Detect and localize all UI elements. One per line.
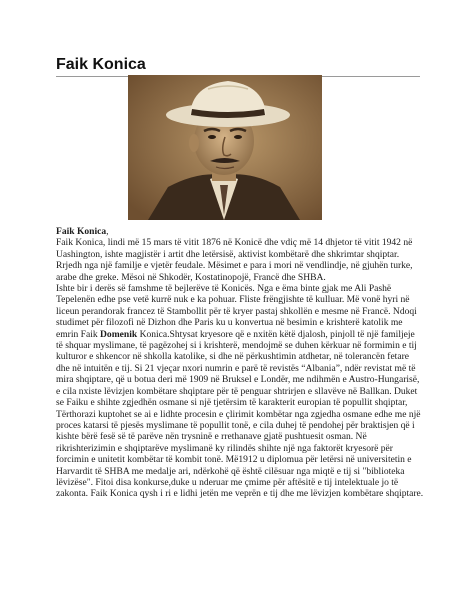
portrait-photo [128,75,322,220]
name-heading-bold: Faik Konica [56,226,107,237]
bold-name: Domenik [100,328,138,340]
page-title: Faik Konica [56,56,146,73]
paragraph-main-cont: Konica.Shtysat kryesore që e nxitën këtë djalosh, pinjoll të një familjeje të shquar myslimane, të pagëzohej si i krishterë, mendojmë se duhen kërkuar në formimin e tij kulturor e shkencor në shkolla katolike, si dhe në përkushtimin atdhetar, në tolerancën fetare dhe në intuitën e tij. Si 21 vjeçar nxori numrin e parë të revistës “Albania”, ndër revistat më të mira shqiptare, që u botua deri më 1909 në Bruksel e Londër, me ndihmën e Austro-Hungarisë, e cila nxiste lëvizjen kombëtare shqiptare për të penguar shtrirjen e sllavëve në Ballkan. Duket se Faiku e shihte zgjedhën osmane si një tjetërsim të karakterit europian të popullit shqiptar, Tërthorazi kuptohet se ai e lidhte procesin e çlirimit kombëtar nga zgjedha osmane edhe me një proces katarsi të pjesës myslimane të popullit tonë, e cila duhej të pendohej për braktisjen që i kishte bërë fesë së të parëve nën trysninë e rrethanave gjatë pushtuesit osman. Në rikrishterizimin e shqiptarëve myslimanë ky rilindës shihte një nga faktorët kryesorë për forcimin e unitetit kombëtar të kombit tonë. Më1912 u diplomua për letërsi në universitetin e Harvardit të SHBA me medalje ari, ndërkohë që është cilësuar nga miqtë e tij si "biblioteka lëvizëse". Fitoi disa konkurse,duke u nderuar me çmime për aftësitë e tij intelektuale jo të zakonta. Faik Konica qysh i ri e lidhi jetën me veprën e tij dhe me lëvizjen kombëtare shqiptare. [56,328,424,500]
name-heading [56,226,424,237]
paragraph-main [56,283,424,500]
paragraph-main-start: Ishte bir i derës së famshme të bejlerëve të Konicës. Nga e ëma binte gjak me Ali Pashë Tepelenën edhe pse vetë kurrë nuk e ka pohuar. Fliste frëngjishte të kulluar. Më vonë hyri në liceun perandorak francez të Stambollit për të kryer pastaj shkollën e mesme në Francë. Ndoqi studimet për filozofi në Dizhon dhe Paris ku u konvertua në besimin e krishterë katolik me emrin Faik [56,283,417,340]
biography-text [56,226,424,500]
name-heading-suffix: , [106,226,109,237]
paragraph-intro: Faik Konica, lindi më 15 mars të vitit 1876 në Konicë dhe vdiç më 14 dhjetor të vitit 1942 në Uashington, ishte magjistër i artit dhe letërsisë, aktivist kombëtarë dhe shkrimtar shqiptar. Rrjedh nga një familje e vjetër feudale. Mësimet e para i mori në vendlindje, në gjuhën turke, arabe dhe greke. Mësoi në Shkodër, Kostatinopojë, Francë dhe SHBA. [56,237,413,283]
portrait-image [128,75,322,220]
